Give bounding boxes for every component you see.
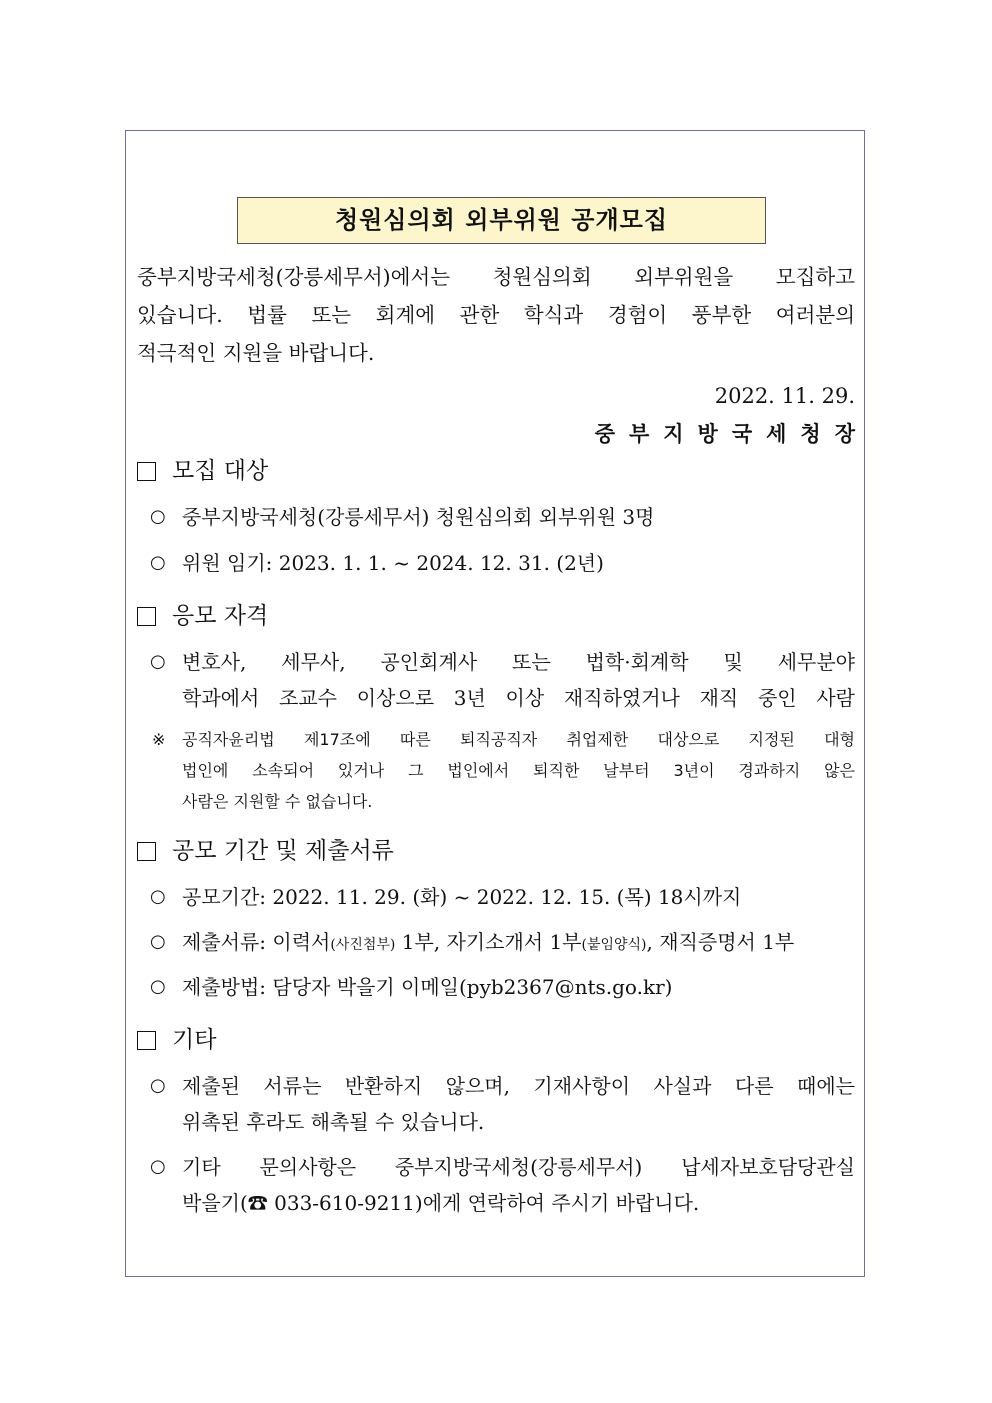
empty-square-icon [137, 462, 156, 481]
reference-mark-icon: ※ [152, 730, 166, 749]
empty-square-icon [137, 842, 156, 861]
page-title: 청원심의회 외부위원 공개모집 [237, 197, 766, 244]
phone-icon: ☎ [247, 1191, 268, 1215]
list-item-text: 기타 문의사항은 중부지방국세청(강릉세무서) 납세자보호담당관실 [182, 1155, 855, 1179]
section-heading-qualification [137, 598, 268, 634]
circle-bullet-icon: ○ [150, 506, 166, 527]
section-heading-period [137, 833, 394, 869]
note [152, 724, 855, 755]
circle-bullet-icon: ○ [150, 552, 166, 573]
list-item [150, 545, 855, 581]
circle-bullet-icon: ○ [150, 886, 166, 907]
announcement-date: 2022. 11. 29. [714, 384, 855, 408]
list-item [150, 499, 855, 535]
list-item-continuation: 학과에서 조교수 이상으로 3년 이상 재직하였거나 재직 중인 사람 [182, 686, 855, 710]
list-item [150, 924, 855, 963]
text-part-small: (붙임양식) [581, 937, 647, 953]
list-item-text: 중부지방국세청(강릉세무서) 청원심의회 외부위원 3명 [182, 505, 655, 529]
list-item-text: 공모기간: 2022. 11. 29. (화) ~ 2022. 12. 15. (목) 18시까지 [182, 885, 742, 909]
text-part-small: (사진첨부) [330, 937, 396, 953]
circle-bullet-icon: ○ [150, 976, 166, 997]
section-title: 응모 자격 [172, 603, 269, 629]
intro-line-3: 적극적인 지원을 바랍니다. [137, 341, 375, 365]
note-text: 공직자윤리법 제17조에 따른 퇴직공직자 취업제한 대상으로 지정된 대형 [182, 730, 855, 749]
list-item [150, 644, 855, 680]
text-part: 1부, 자기소개서 1부 [395, 930, 582, 954]
list-item-text: 위원 임기: 2023. 1. 1. ~ 2024. 12. 31. (2년) [182, 551, 604, 575]
list-item [150, 1149, 855, 1185]
note-continuation: 사람은 지원할 수 없습니다. [182, 792, 373, 811]
list-item-text: 변호사, 세무사, 공인회계사 또는 법학·회계학 및 세무분야 [182, 650, 855, 674]
list-item-text: 제출된 서류는 반환하지 않으며, 기재사항이 사실과 다른 때에는 [182, 1074, 855, 1098]
circle-bullet-icon: ○ [150, 931, 166, 952]
note-continuation: 법인에 소속되어 있거나 그 법인에서 퇴직한 날부터 3년이 경과하지 않은 [182, 761, 855, 780]
text-part: 033-610-9211)에게 연락하여 주시기 바랍니다. [267, 1191, 700, 1215]
section-title: 공모 기간 및 제출서류 [172, 838, 394, 864]
list-item-continuation [182, 1185, 855, 1221]
section-heading-target [137, 453, 268, 489]
circle-bullet-icon: ○ [150, 651, 166, 672]
list-item-text: 제출방법: 담당자 박을기 이메일(pyb2367@nts.go.kr) [182, 975, 673, 999]
circle-bullet-icon: ○ [150, 1156, 166, 1177]
circle-bullet-icon: ○ [150, 1075, 166, 1096]
section-title: 기타 [172, 1027, 217, 1053]
intro-line-2: 있습니다. 법률 또는 회계에 관한 학식과 경험이 풍부한 여러분의 [137, 303, 855, 327]
section-title: 모집 대상 [172, 458, 269, 484]
list-item-text [182, 924, 855, 963]
list-item [150, 969, 855, 1005]
issuer-name: 중부지방국세청장 [594, 421, 869, 446]
list-item-continuation: 위촉된 후라도 해촉될 수 있습니다. [182, 1110, 485, 1134]
list-item [150, 879, 855, 915]
empty-square-icon [137, 607, 156, 626]
list-item [150, 1068, 855, 1104]
text-part: 제출서류: 이력서 [182, 930, 331, 954]
text-part: 박을기( [182, 1191, 248, 1215]
text-part: , 재직증명서 1부 [646, 930, 795, 954]
section-heading-etc [137, 1022, 216, 1058]
empty-square-icon [137, 1031, 156, 1050]
intro-line-1: 중부지방국세청(강릉세무서)에서는 청원심의회 외부위원을 모집하고 [137, 265, 855, 289]
